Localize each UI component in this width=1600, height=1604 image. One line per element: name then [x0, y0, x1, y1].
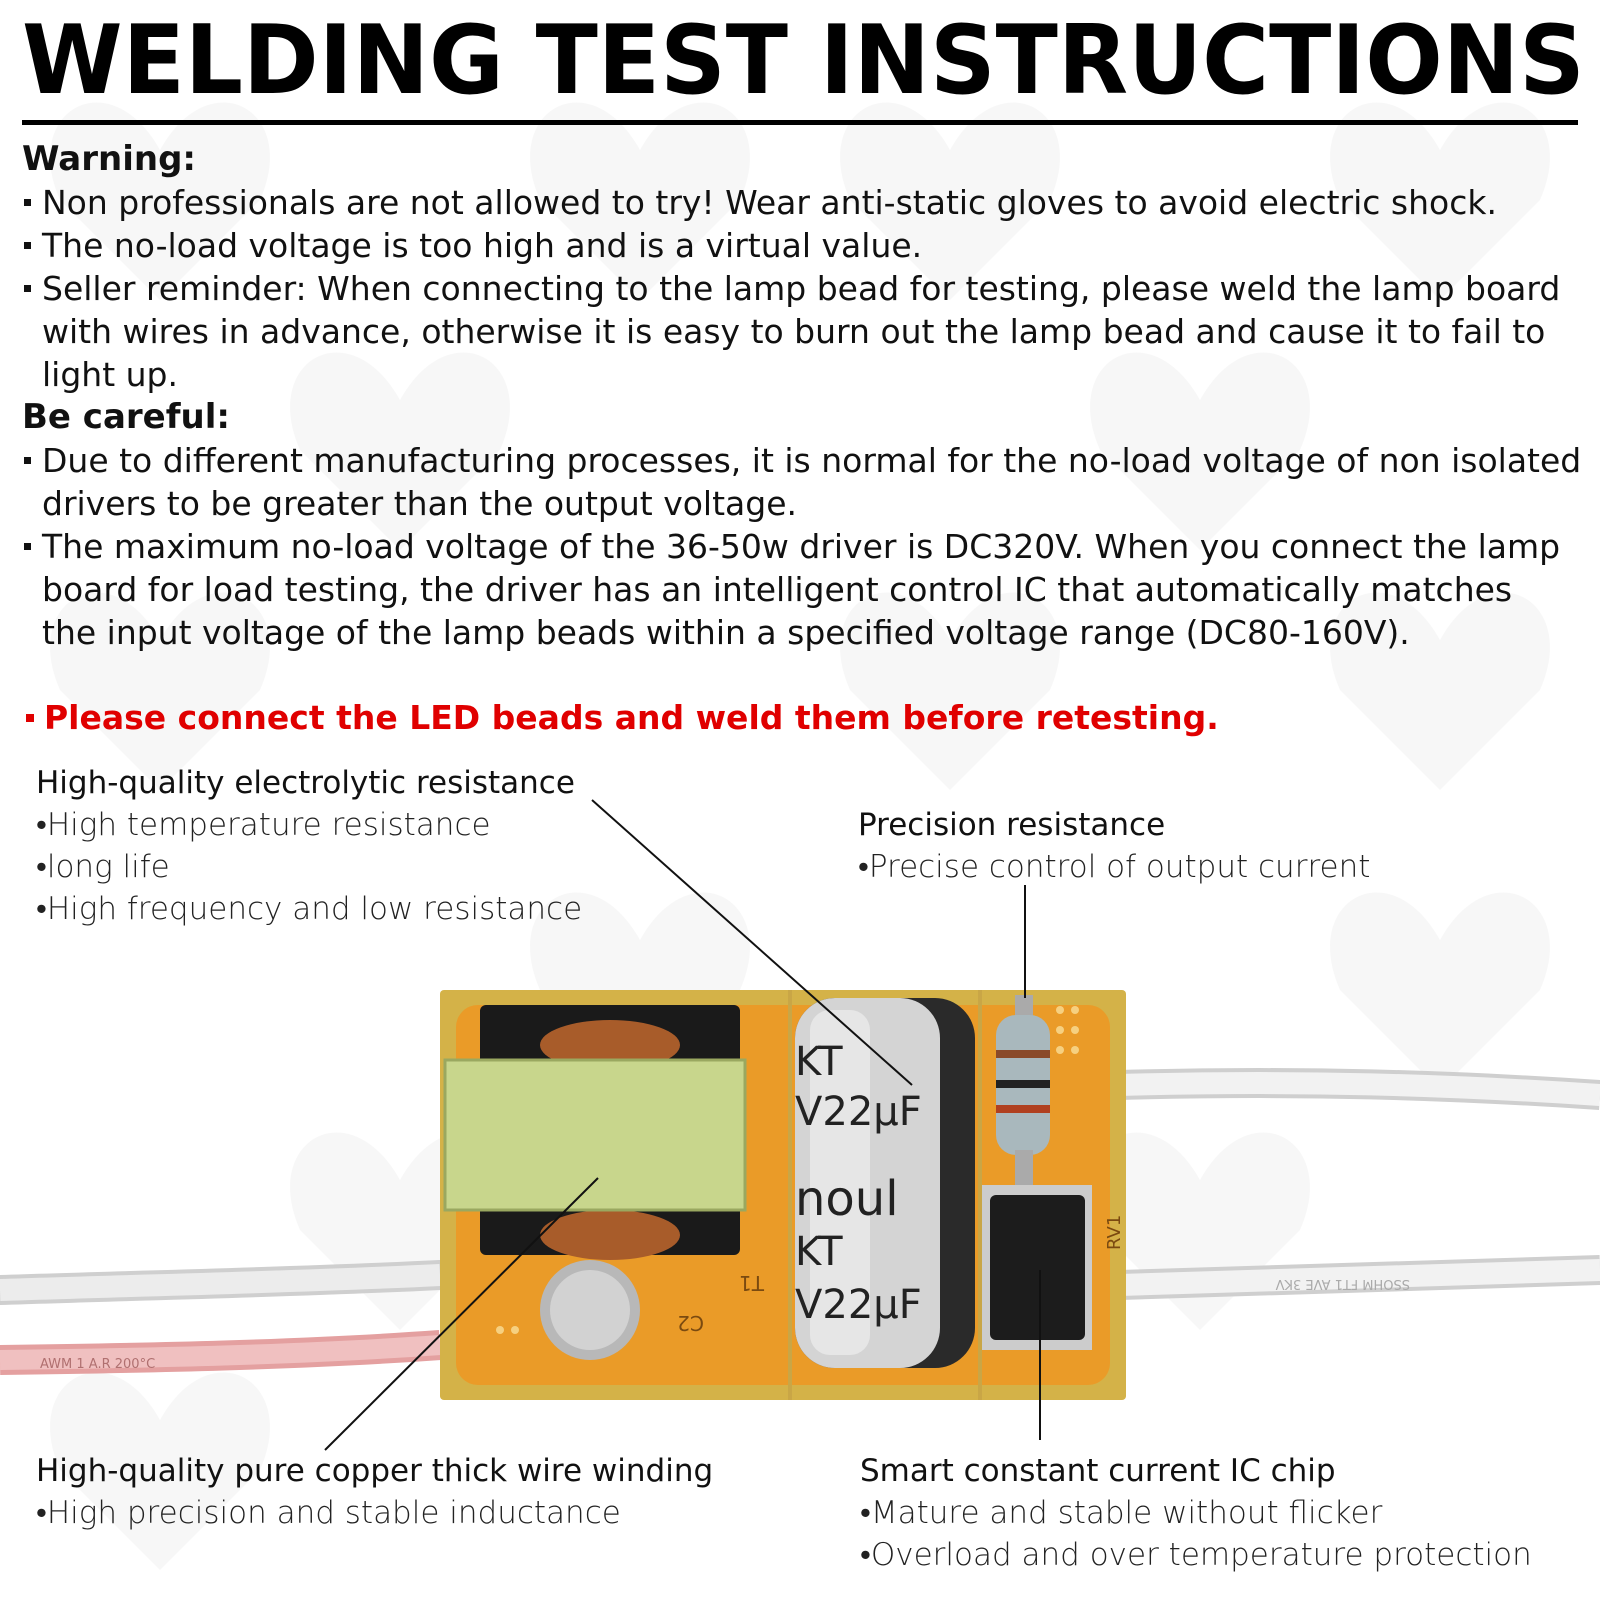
resistor-heading: Precision resistance [858, 807, 1166, 843]
page-title: WELDING TEST INSTRUCTIONS [22, 6, 1585, 116]
pcb-label-rv1: RV1 [1104, 1214, 1125, 1250]
cap-print-2: V22µF [795, 1089, 922, 1135]
pcb-label-c2: C2 [677, 1311, 704, 1335]
capacitor-heading: High-quality electrolytic resistance [36, 765, 575, 801]
capacitor-point-3: •High frequency and low resistance [36, 891, 583, 927]
ic-point-1: •Mature and stable without flicker [860, 1495, 1383, 1531]
warning-bullet-2: The no-load voltage is too high and is a virtual value. [22, 224, 1582, 267]
cable-print-left: AWM 1 A.R 200°C [40, 1357, 156, 1372]
transformer [445, 1005, 745, 1260]
pcb-label-t1: T1 [739, 1271, 764, 1295]
winding-heading: High-quality pure copper thick wire winding [36, 1453, 714, 1489]
careful-heading: Be careful: [22, 397, 230, 437]
warning-heading: Warning: [22, 139, 197, 179]
resistor-point-1: •Precise control of output current [858, 849, 1371, 885]
capacitor-point-1: •High temperature resistance [36, 807, 491, 843]
ic-heading: Smart constant current IC chip [860, 1453, 1336, 1489]
warning-bullet-3: Seller reminder: When connecting to the lamp bead for testing, please weld the lamp board with wires in advance, otherwise it is easy to burn out the lamp bead and cause it to fail to light up. [22, 267, 1572, 396]
cap-print-1: KT [795, 1039, 843, 1085]
careful-bullet-1: Due to different manufacturing processes, it is normal for the no-load voltage of non isolated drivers to be greater than the output voltage. [22, 439, 1587, 525]
cap-print-4: V22µF [795, 1282, 922, 1328]
careful-bullet-2: The maximum no-load voltage of the 36-50w driver is DC320V. When you connect the lamp board for load testing, the driver has an intelligent control IC that automatically matches the input voltage of the lamp beads within a specified voltage range (DC80-160V). [22, 525, 1572, 654]
cap-print-3: KT [795, 1229, 843, 1275]
cap-print-brand: noul [795, 1171, 899, 1227]
capacitor-point-2: •long life [36, 849, 170, 885]
ic-point-2: •Overload and over temperature protection [860, 1537, 1532, 1573]
ic-chip [982, 1185, 1092, 1350]
retest-notice: Please connect the LED beads and weld them before retesting. [22, 696, 1582, 739]
winding-point-1: •High precision and stable inductance [36, 1495, 621, 1531]
warning-bullet-1: Non professionals are not allowed to try! Wear anti-static gloves to avoid electric shock. [22, 181, 1582, 224]
electrolytic-capacitor [795, 998, 975, 1368]
cable-print-right: SSOHM FT1 AVE 3KV [1275, 1276, 1410, 1291]
